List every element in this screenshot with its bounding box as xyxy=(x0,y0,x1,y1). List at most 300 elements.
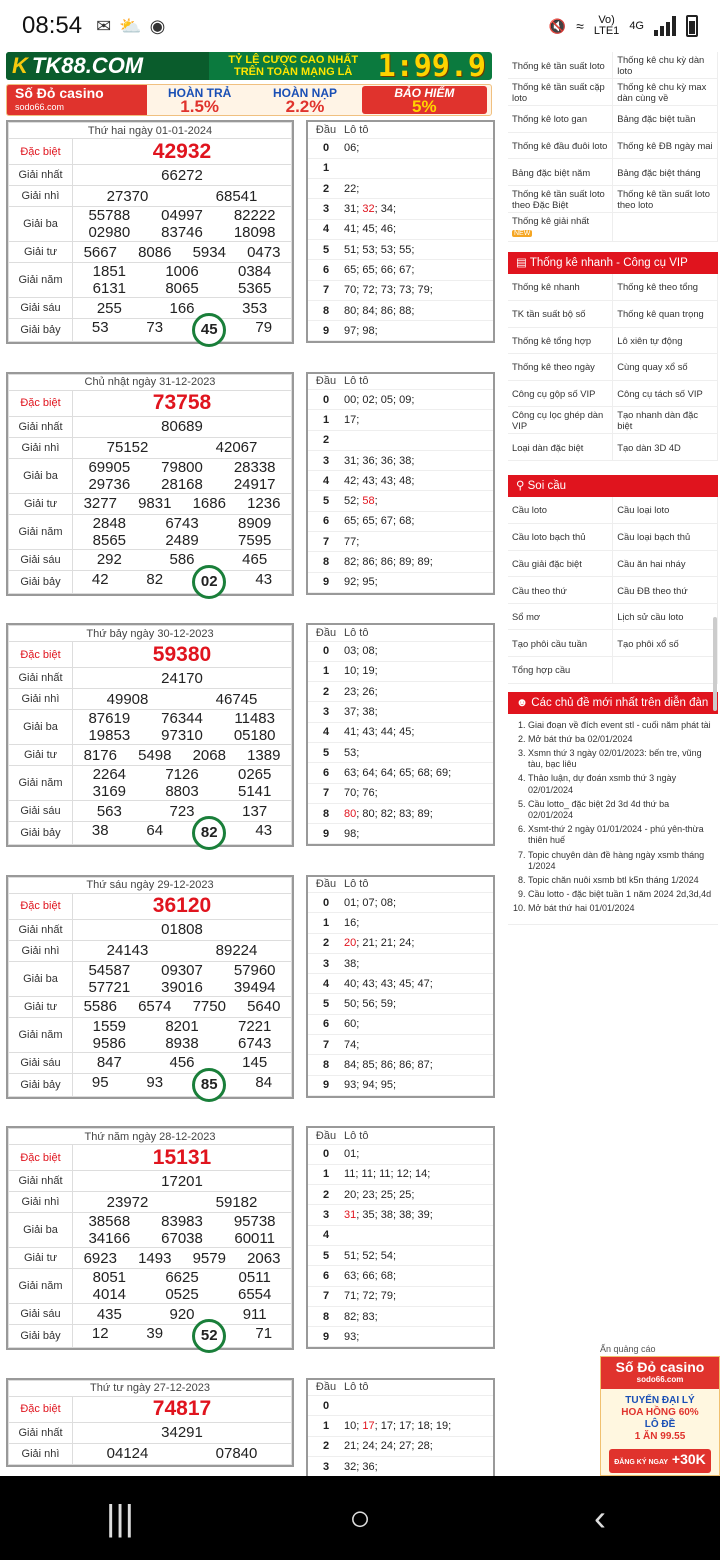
loto-number: 86 xyxy=(380,1059,393,1072)
loto-row: 84; 85; 86; 86; 87; xyxy=(344,1055,493,1075)
sidebar-link[interactable]: Cầu giải đặc biệt xyxy=(508,550,613,577)
g7-number: 43 xyxy=(255,822,273,839)
prize-label: Giải nhất xyxy=(9,165,73,186)
loto-number: 94 xyxy=(362,1079,375,1092)
sodo-banner[interactable] xyxy=(6,84,492,116)
loto-row: 53; xyxy=(344,742,493,762)
loto-row: 40; 43; 43; 45; 47; xyxy=(344,974,493,994)
loto-number: 19 xyxy=(435,1419,449,1432)
prize-label: Đặc biệt xyxy=(9,390,73,416)
sidebar-link[interactable]: Bảng đặc biệt tuần xyxy=(613,106,718,133)
sidebar-link[interactable]: Thống kê tần suất loto theo loto xyxy=(613,185,718,212)
g6-number: 137 xyxy=(242,802,268,820)
loto-number: 01 xyxy=(344,1148,357,1161)
loto-number: 51 xyxy=(344,243,357,256)
loto-number: 11 xyxy=(344,1168,356,1181)
loto-number: 12 xyxy=(396,1168,409,1181)
g5-number: 8065 xyxy=(165,280,199,297)
loto-header: Lô tô xyxy=(344,1380,493,1396)
loto-row: 65; 65; 66; 67; xyxy=(344,260,493,280)
sidebar-link[interactable]: Cầu ăn hai nháy xyxy=(613,550,718,577)
sidebar-link[interactable]: Thống kê tần suất loto theo Đặc Biệt xyxy=(508,185,613,212)
loto-number: 43 xyxy=(362,977,375,990)
prize-label: Giải sáu xyxy=(9,298,73,319)
g3-number: 97310 xyxy=(161,727,203,744)
head-digit: 2 xyxy=(308,1185,344,1205)
ad-odds: 1 ĂN 99.55 xyxy=(634,1431,686,1442)
loto-row: 23; 26; xyxy=(344,682,493,702)
sidebar-link[interactable]: Loại dàn đặc biệt xyxy=(508,434,613,461)
g3-number: 19853 xyxy=(88,727,131,744)
loto-number: 40 xyxy=(344,977,357,990)
loto-number: 35 xyxy=(362,1209,375,1222)
result-table xyxy=(6,623,294,847)
g5-number: 8938 xyxy=(165,1034,199,1052)
loto-number: 11 xyxy=(361,1168,373,1181)
loto-number: 58 xyxy=(362,495,375,508)
g6-number: 911 xyxy=(242,1305,267,1323)
head-digit: 3 xyxy=(308,953,344,973)
loto-number: 51 xyxy=(344,1249,357,1262)
g5-number: 6743 xyxy=(237,1034,272,1052)
sidebar-link[interactable]: Tổng hợp cầu xyxy=(508,657,613,684)
loto-number: 36 xyxy=(362,1460,375,1473)
prize-label: Giải nhì xyxy=(9,437,73,458)
head-digit: 0 xyxy=(308,641,344,661)
result-table xyxy=(6,1126,294,1350)
loto-number: 66 xyxy=(380,263,393,276)
head-digit: 6 xyxy=(308,763,344,783)
g3-number: 83983 xyxy=(161,1213,203,1230)
sidebar-link[interactable]: Cầu ĐB theo thứ xyxy=(613,577,718,604)
g7-number: 93 xyxy=(146,1073,164,1091)
prize-label: Giải tư xyxy=(9,996,73,1017)
loto-number: 72 xyxy=(362,284,375,297)
g5-number: 0384 xyxy=(237,263,272,280)
loto-row: 21; 24; 24; 27; 28; xyxy=(344,1436,493,1456)
new-badge: NEW xyxy=(514,229,531,237)
g4-number: 5498 xyxy=(138,746,172,764)
g4-number: 8086 xyxy=(138,243,172,261)
prize-label: Giải ba xyxy=(9,458,73,493)
result-date: Thứ tư ngày 27-12-2023 xyxy=(9,1380,292,1396)
prize-label: Giải năm xyxy=(9,263,73,298)
prize-label: Giải năm xyxy=(9,514,73,549)
prize-label: Giải tư xyxy=(9,745,73,766)
second-prize: 42067 xyxy=(215,439,258,456)
g5-number: 5365 xyxy=(237,280,272,297)
head-digit: 2 xyxy=(308,179,344,199)
loto-number: 22 xyxy=(344,182,357,195)
bao-hiem: BẢO HIỂM 5% xyxy=(362,86,487,114)
loto-row: 01; 07; 08; xyxy=(344,893,493,913)
recent-apps-button[interactable]: ||| xyxy=(105,1497,135,1538)
sidebar-link[interactable]: Cầu loto bạch thủ xyxy=(508,524,613,551)
loto-number: 28 xyxy=(417,1440,430,1453)
hoan-tra: HOÀN TRẢ 1.5% xyxy=(168,86,232,116)
head-digit: 6 xyxy=(308,260,344,280)
sidebar-link[interactable]: Thống kê theo ngày xyxy=(508,354,613,381)
head-digit: 5 xyxy=(308,239,344,259)
g5-number: 0265 xyxy=(237,766,272,783)
loto-number: 76 xyxy=(362,787,375,800)
g6-number: 292 xyxy=(96,551,122,568)
prize-label: Giải nhì xyxy=(9,1192,73,1213)
g6-number: 847 xyxy=(96,1054,122,1071)
ad-register-button[interactable]: ĐĂNG KÝ NGAY +30K xyxy=(609,1449,711,1473)
loto-number: 21 xyxy=(380,937,393,950)
loto-row: 82; 83; xyxy=(344,1306,493,1326)
loto-number: 69 xyxy=(435,766,449,779)
head-digit: 2 xyxy=(308,682,344,702)
loto-number: 43 xyxy=(380,474,393,487)
loto-number: 88 xyxy=(399,304,412,317)
loto-number: 63 xyxy=(344,1269,357,1282)
tk88-rate: 1:99.9 xyxy=(377,52,486,80)
loto-row: 11; 11; 11; 12; 14; xyxy=(344,1164,493,1184)
sidebar-link[interactable]: Tạo phôi xổ số xyxy=(613,630,718,657)
forum-topic-link[interactable]: 9. Cầu lotto - đặc biệt tuần 1 năm 2024 2d,3d,4d xyxy=(528,889,712,900)
highlighted-number: 52 xyxy=(192,1319,226,1353)
sidebar-link[interactable]: Cầu loại loto xyxy=(613,497,718,524)
head-digit: 9 xyxy=(308,321,344,341)
second-prize: 07840 xyxy=(215,1445,258,1462)
loto-table xyxy=(306,372,495,595)
loto-header: Lô tô xyxy=(344,1128,493,1144)
loto-number: 82 xyxy=(344,556,357,569)
g6-number: 456 xyxy=(169,1054,195,1071)
g3-number: 28338 xyxy=(233,458,276,476)
loto-row: 42; 43; 43; 48; xyxy=(344,471,493,491)
loto-row: 10; 17; 17; 17; 18; 19; xyxy=(344,1416,493,1436)
loto-number: 08 xyxy=(380,896,393,909)
loto-number: 44 xyxy=(380,726,393,739)
g3-number: 60011 xyxy=(234,1230,275,1247)
loto-number: 46 xyxy=(380,223,393,236)
second-prize: 49908 xyxy=(106,690,149,708)
loto-row: 82; 86; 86; 89; 89; xyxy=(344,552,493,572)
head-digit: 3 xyxy=(308,1205,344,1225)
clock: 08:54 xyxy=(22,12,83,39)
forum-topic-link[interactable]: 3. Xsmn thứ 3 ngày 02/01/2023: bến tre, vũng tàu, bạc liêu xyxy=(528,748,712,770)
result-table xyxy=(6,120,294,344)
loto-number: 65 xyxy=(344,515,357,528)
loto-row: 51; 52; 54; xyxy=(344,1245,493,1265)
loto-row: 74; xyxy=(344,1035,493,1055)
first-prize: 17201 xyxy=(73,1171,292,1192)
loto-number: 95 xyxy=(380,1079,393,1092)
g4-number: 8176 xyxy=(83,746,117,764)
sidebar-link[interactable]: Lịch sử cầu loto xyxy=(613,603,718,630)
sidebar-link[interactable]: Thống kê chu kỳ dàn loto xyxy=(613,52,718,79)
g7-number: 73 xyxy=(146,319,164,336)
stats-menu xyxy=(508,52,718,242)
loto-number: 45 xyxy=(399,726,412,739)
prize-label: Giải ba xyxy=(9,1213,73,1248)
loto-number: 37 xyxy=(344,706,357,719)
loto-number: 38 xyxy=(380,1209,393,1222)
g5-number: 3169 xyxy=(92,783,127,800)
tk88-banner[interactable] xyxy=(6,52,492,80)
loto-number: 38 xyxy=(362,706,375,719)
g5-number: 8565 xyxy=(92,531,127,549)
sidebar-link[interactable]: Thống kê nhanh xyxy=(508,274,613,301)
sidebar-link[interactable]: Thống kê quan trọng xyxy=(613,300,718,327)
g6-number: 465 xyxy=(242,551,268,568)
loto-row: 70; 76; xyxy=(344,783,493,803)
loto-number: 34 xyxy=(380,203,393,216)
loto-row xyxy=(344,158,493,178)
second-prize: 27370 xyxy=(106,187,149,205)
sidebar-link[interactable]: Cầu theo thứ xyxy=(508,577,613,604)
loto-number: 20 xyxy=(344,1188,357,1201)
loto-number: 95 xyxy=(362,576,375,589)
sidebar-link[interactable]: Tạo phôi cầu tuần xyxy=(508,630,613,657)
sidebar-link[interactable]: Thống kê tần suất cặp loto xyxy=(508,79,613,106)
loto-number: 83 xyxy=(399,807,412,820)
loto-row: 97; 98; xyxy=(344,321,493,341)
highlighted-number: 82 xyxy=(192,816,226,850)
result-date: Thứ năm ngày 28-12-2023 xyxy=(9,1129,292,1145)
g7-number: 84 xyxy=(255,1073,273,1091)
sidebar-link[interactable]: Công cụ tách số VIP xyxy=(613,380,718,407)
g7-number: 12 xyxy=(91,1325,109,1342)
sidebar-link[interactable]: Thống kê loto gan xyxy=(508,106,613,133)
loto-row: 31; 35; 38; 38; 39; xyxy=(344,1205,493,1225)
prize-label: Giải nhất xyxy=(9,1171,73,1192)
loto-table xyxy=(306,120,495,343)
sidebar-link[interactable]: TK tần suất bộ số xyxy=(508,300,613,327)
loto-number: 67 xyxy=(380,515,393,528)
head-digit: 8 xyxy=(308,1055,344,1075)
prize-label: Giải nhì xyxy=(9,1443,73,1464)
loto-number: 43 xyxy=(380,977,393,990)
highlighted-number: 85 xyxy=(192,1068,226,1102)
sidebar-link[interactable]: Thống kê giải nhất NEW xyxy=(508,212,613,241)
loto-number: 80 xyxy=(362,807,375,820)
loto-row: 52; 58; xyxy=(344,491,493,511)
loto-number: 38 xyxy=(399,1209,412,1222)
sidebar-link[interactable]: Thống kê tổng hợp xyxy=(508,327,613,354)
loto-number: 17 xyxy=(380,1419,393,1432)
loto-row: 16; xyxy=(344,913,493,933)
forum-topic-link[interactable]: 7. Topic chuyên dàn đề hàng ngày xsmb tháng 1/2024 xyxy=(528,850,712,872)
g4-number: 1493 xyxy=(138,1249,172,1267)
sidebar-link[interactable]: Tạo nhanh dàn đặc biệt xyxy=(613,407,718,434)
prize-label: Giải nhất xyxy=(9,919,73,940)
forum-topics xyxy=(508,714,718,925)
g6-number: 723 xyxy=(169,802,195,820)
forum-topic-link[interactable]: 10. Mở bát thứ hai 01/01/2024 xyxy=(528,903,712,914)
head-digit: 6 xyxy=(308,1266,344,1286)
first-prize: 34291 xyxy=(73,1422,292,1443)
forum-topic-link[interactable]: 8. Topic chăn nuôi xsmb btl k5n tháng 1/2024 xyxy=(528,875,712,886)
dau-header: Đầu xyxy=(308,877,344,893)
prize-label: Giải nhất xyxy=(9,416,73,437)
loto-number: 27 xyxy=(399,1440,412,1453)
head-digit: 0 xyxy=(308,138,344,158)
home-button[interactable]: ○ xyxy=(349,1497,371,1538)
g5-number: 1006 xyxy=(165,263,199,280)
loto-number: 89 xyxy=(399,556,412,569)
sidebar-link xyxy=(613,657,718,684)
loto-number: 25 xyxy=(380,1188,393,1201)
head-digit: 1 xyxy=(308,1416,344,1436)
status-bar xyxy=(0,0,720,52)
loto-number: 17 xyxy=(344,413,357,426)
ad-lode: LÔ ĐỀ xyxy=(644,1419,676,1430)
second-prize: 75152 xyxy=(106,439,149,456)
head-digit: 4 xyxy=(308,471,344,491)
loto-number: 86 xyxy=(362,556,375,569)
head-digit: 1 xyxy=(308,158,344,178)
g7-number: 39 xyxy=(146,1325,164,1342)
sidebar-link[interactable]: Cầu loại bạch thủ xyxy=(613,524,718,551)
forum-topic-link[interactable]: 2. Mở bát thứ ba 02/01/2024 xyxy=(528,734,712,745)
loto-row: 10; 19; xyxy=(344,661,493,681)
loto-row: 01; xyxy=(344,1144,493,1164)
loto-number: 36 xyxy=(380,454,393,467)
loto-row: 60; xyxy=(344,1014,493,1034)
head-digit: 5 xyxy=(308,491,344,511)
g4-number: 6923 xyxy=(83,1249,117,1267)
back-button[interactable]: ‹ xyxy=(594,1497,606,1538)
sidebar-link[interactable]: Lô xiên tự động xyxy=(613,327,718,354)
g6-number: 166 xyxy=(169,299,195,317)
loto-number: 23 xyxy=(344,685,357,698)
head-digit: 9 xyxy=(308,824,344,844)
first-prize: 80689 xyxy=(73,416,292,437)
special-prize: 59380 xyxy=(73,642,292,668)
loto-number: 36 xyxy=(362,454,375,467)
prize-label: Giải năm xyxy=(9,1269,73,1304)
sidebar-link[interactable]: Bảng đặc biệt tháng xyxy=(613,159,718,186)
sidebar-link[interactable]: Thống kê đầu đuôi loto xyxy=(508,132,613,159)
loto-number: 41 xyxy=(344,726,357,739)
g3-number: 83746 xyxy=(161,224,203,241)
loto-row: 37; 38; xyxy=(344,702,493,722)
g7-number: 42 xyxy=(91,570,109,588)
prize-label: Giải nhì xyxy=(9,940,73,961)
loto-number: 93 xyxy=(344,1330,357,1343)
forum-topic-link[interactable]: 4. Thảo luận, dự đoán xsmb thứ 3 ngày 02/01/2024 xyxy=(528,773,712,795)
sidebar-link[interactable]: Thống kê tần suất loto xyxy=(508,52,613,79)
second-prize: 68541 xyxy=(215,187,258,205)
sidebar-link[interactable]: Công cụ lọc ghép dàn VIP xyxy=(508,407,613,434)
first-prize: 01808 xyxy=(73,919,292,940)
g6-number: 353 xyxy=(242,299,268,317)
loto-row: 80; 80; 82; 83; 89; xyxy=(344,803,493,823)
section-header-soi-cau: ⚲ Soi cầu xyxy=(508,475,718,497)
forum-topic-link[interactable]: 1. Giai đoạn về đích event stl - cuối năm phát tài xyxy=(528,720,712,731)
loto-number: 31 xyxy=(344,454,357,467)
loto-number: 05 xyxy=(380,393,393,406)
g4-number: 1686 xyxy=(192,495,226,512)
ad-logo: Số Đỏ casino sodo66.com xyxy=(601,1357,719,1389)
prize-label: Giải bảy xyxy=(9,319,73,342)
loto-number: 01 xyxy=(344,896,357,909)
loto-number: 87 xyxy=(417,1059,430,1072)
sidebar-link[interactable]: Cầu loto xyxy=(508,497,613,524)
g6-number: 563 xyxy=(96,802,122,820)
g5-number: 6131 xyxy=(92,280,127,297)
loto-number: 03 xyxy=(344,645,357,658)
loto-row: 93; 94; 95; xyxy=(344,1075,493,1095)
head-digit: 4 xyxy=(308,219,344,239)
loto-number: 41 xyxy=(344,223,357,236)
second-prize: 24143 xyxy=(106,942,149,959)
forum-topic-link[interactable]: 5. Cầu lotto_ đặc biệt 2d 3d 4d thứ ba 02/01/2024 xyxy=(528,799,712,821)
loto-row: 70; 72; 73; 73; 79; xyxy=(344,280,493,300)
loto-number: 86 xyxy=(380,304,393,317)
prize-label: Đặc biệt xyxy=(9,139,73,165)
head-digit: 4 xyxy=(308,974,344,994)
loto-number: 73 xyxy=(399,284,412,297)
loto-table xyxy=(306,623,495,846)
prize-label: Giải năm xyxy=(9,1017,73,1052)
loto-number: 79 xyxy=(380,1290,393,1303)
loto-number: 70 xyxy=(344,284,357,297)
head-digit: 9 xyxy=(308,572,344,592)
loto-number: 66 xyxy=(362,1269,375,1282)
loto-row: 71; 72; 79; xyxy=(344,1286,493,1306)
loto-number: 10 xyxy=(344,665,357,678)
loto-row: 03; 08; xyxy=(344,641,493,661)
head-digit: 0 xyxy=(308,1396,344,1416)
loto-number: 07 xyxy=(362,896,375,909)
loto-number: 98 xyxy=(344,827,357,840)
message-icon: ✉ xyxy=(96,15,112,36)
loto-row: 00; 02; 05; 09; xyxy=(344,390,493,410)
prize-label: Giải nhất xyxy=(9,668,73,689)
dau-header: Đầu xyxy=(308,625,344,641)
loto-table xyxy=(306,1126,495,1349)
g4-number: 2068 xyxy=(192,746,226,764)
sidebar-link[interactable]: Thống kê theo tổng xyxy=(613,274,718,301)
forum-topic-link[interactable]: 6. Xsmt-thứ 2 ngày 01/01/2024 - phú yên-thừa thiên huế xyxy=(528,824,712,846)
g5-number: 1559 xyxy=(92,1017,127,1035)
loto-row: 38; xyxy=(344,953,493,973)
sidebar-link[interactable]: Bảng đặc biệt năm xyxy=(508,159,613,186)
sidebar-link[interactable]: Công cụ gộp số VIP xyxy=(508,380,613,407)
sidebar-link[interactable]: Tạo dàn 3D 4D xyxy=(613,434,718,461)
sidebar-link[interactable]: Cùng quay xổ số xyxy=(613,354,718,381)
head-digit: 3 xyxy=(308,702,344,722)
sodo-ad[interactable] xyxy=(600,1356,720,1476)
loto-number: 65 xyxy=(344,263,357,276)
loto-number: 70 xyxy=(344,787,357,800)
prize-label: Giải bảy xyxy=(9,1073,73,1096)
loto-header: Lô tô xyxy=(344,877,493,893)
g4-number: 9831 xyxy=(138,495,172,512)
g4-number: 0473 xyxy=(247,243,281,261)
loto-number: 14 xyxy=(415,1168,428,1181)
special-prize: 74817 xyxy=(73,1396,292,1422)
sidebar-link[interactable]: Thống kê ĐB ngày mai xyxy=(613,132,718,159)
g4-number: 5934 xyxy=(192,243,226,261)
loto-number: 52 xyxy=(362,1249,375,1262)
search-icon: ⚲ xyxy=(516,479,528,492)
sidebar-link[interactable]: Sổ mơ xyxy=(508,603,613,630)
g5-number: 1851 xyxy=(92,263,127,280)
loto-number: 21 xyxy=(344,1440,357,1453)
sidebar-link[interactable]: Thống kê chu kỳ max dàn cùng về xyxy=(613,79,718,106)
scrollbar-thumb[interactable] xyxy=(713,617,717,711)
chart-icon: ▤ xyxy=(516,256,530,269)
loto-number: 21 xyxy=(362,937,375,950)
prize-label: Đặc biệt xyxy=(9,1396,73,1422)
head-digit: 7 xyxy=(308,783,344,803)
